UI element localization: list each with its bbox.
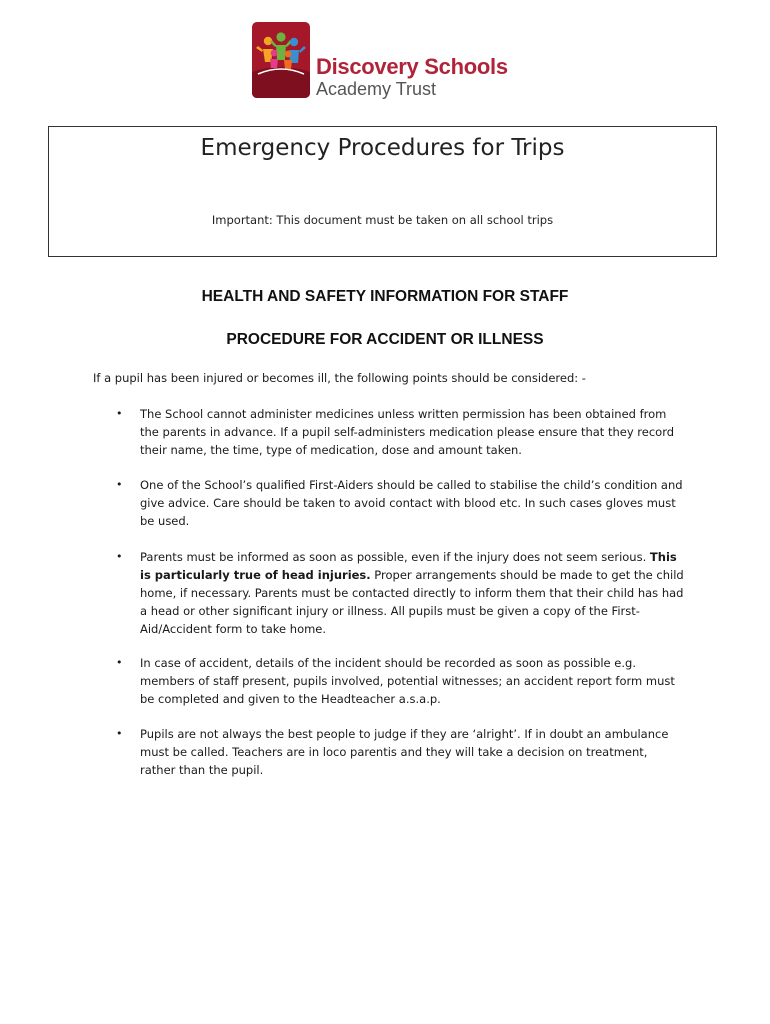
- intro-paragraph: If a pupil has been injured or becomes ill, the following points should be considered: -: [93, 371, 586, 385]
- logo-badge: [252, 22, 310, 98]
- subsection-heading: PROCEDURE FOR ACCIDENT OR ILLNESS: [226, 331, 544, 348]
- title-box: [48, 126, 717, 257]
- list-item-first-aiders: One of the School’s qualified First-Aiders should be called to stabilise the child’s condition and give advice. Care should be taken to avoid contact with blood etc. In such cases gloves must be used.: [140, 478, 683, 528]
- children-emblem-icon: [252, 22, 310, 98]
- document-note: Important: This document must be taken on all school trips: [211, 213, 554, 227]
- bullet-icon: •: [116, 656, 123, 669]
- logo-subtitle: Academy Trust: [316, 79, 437, 99]
- document-title: Emergency Procedures for Trips: [200, 135, 565, 161]
- list-item-medicines: The School cannot administer medicines unless written permission has been obtained from the parents in advance. If a pupil self-administers medication please ensure that they record their name, the time, type of medication, dose and amount taken.: [140, 407, 675, 457]
- parents-text-end: Proper arrangements should be made to get the child home, if necessary. Parents must be contacted directly to inform them that their child has had a head or other significant injury or illness. All pupils must be given a copy of the First-Aid/Accident form to take home.: [140, 568, 684, 636]
- list-item-recording: In case of accident, details of the incident should be recorded as soon as possible e.g. members of staff present, pupils involved, potential witnesses; an accident report form must be completed and given to the Headteacher a.s.a.p.: [140, 656, 675, 706]
- section-heading: HEALTH AND SAFETY INFORMATION FOR STAFF: [201, 288, 569, 305]
- bullet-icon: •: [116, 550, 123, 563]
- parents-text-start: Parents must be informed as soon as possible, even if the injury does not seem serious.: [140, 550, 650, 564]
- bullet-icon: •: [116, 478, 123, 491]
- bullet-icon: •: [116, 407, 123, 420]
- discovery-schools-logo: [252, 22, 522, 100]
- bullet-icon: •: [116, 727, 123, 740]
- list-item-parents: [140, 548, 685, 638]
- head-injuries-emphasis: This is particularly true of head injuries.: [140, 550, 677, 582]
- list-item-ambulance: Pupils are not always the best people to judge if they are ‘alright’. If in doubt an ambulance must be called. Teachers are in loco parentis and they will take a decision on treatment, rather than the pupil.: [140, 727, 669, 777]
- logo-name: Discovery Schools: [316, 54, 508, 79]
